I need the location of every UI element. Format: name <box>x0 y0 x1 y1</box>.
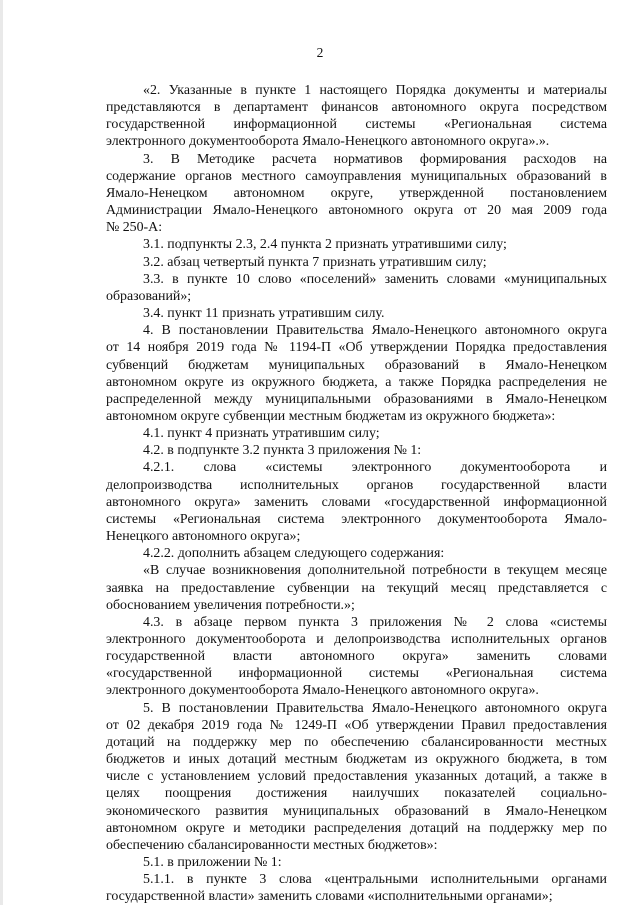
text-line: Ямало-Ненецком автономном округе, утвержденной постановлением <box>106 185 607 201</box>
paragraph <box>106 545 607 562</box>
text-line: 3.3. в пункте 10 слово «поселений» заменить словами «муниципальных <box>143 271 607 287</box>
text-line: 3.2. абзац четвертый пункта 7 признать утратившим силу; <box>143 254 487 270</box>
text-line: автономном округе и методики распределения дотаций на поддержку мер по <box>106 820 607 836</box>
paragraph <box>106 459 607 545</box>
text-line: системы «Региональная система электронного документооборота Ямало- <box>106 511 607 527</box>
text-line: 5.1.1. в пункте 3 слова «центральными исполнительными органами <box>143 872 607 888</box>
paragraph <box>106 854 607 871</box>
text-line: Администрации Ямало-Ненецкого автономного округа от 20 мая 2009 года <box>106 203 607 219</box>
text-line: Ненецкого автономного округа»; <box>106 529 301 545</box>
paragraph <box>106 614 607 700</box>
text-line: числе с установлением условий предоставления указанных дотаций, а также в <box>106 769 607 785</box>
document-body <box>106 82 607 906</box>
paragraph <box>106 151 607 237</box>
text-line: «2. Указанные в пункте 1 настоящего Порядка документы и материалы <box>143 83 607 98</box>
text-line: 4.2.2. дополнить абзацем следующего содержания: <box>143 546 445 562</box>
text-line: обоснованием увеличения потребности.»; <box>106 597 355 613</box>
text-line: 4.3. в абзаце первом пункта 3 приложения № 2 слова «системы <box>143 614 607 630</box>
paragraph <box>106 82 607 151</box>
text-line: 3.4. пункт 11 признать утратившим силу. <box>143 306 385 322</box>
text-line: от 14 ноября 2019 года № 1194-П «Об утверждении Порядка предоставления <box>106 340 607 356</box>
text-line: распределенной между муниципальными образованиями в Ямало-Ненецком <box>106 391 607 407</box>
text-line: 4.2.1. слова «системы электронного документооборота и <box>143 460 607 476</box>
text-line: образований»; <box>106 288 192 304</box>
text-line: электронного документооборота Ямало-Ненецкого автономного округа». <box>106 683 539 699</box>
text-line: электронного документооборота Ямало-Ненецкого автономного округа».». <box>106 134 550 150</box>
text-line: автономном округе субвенции местным бюджетам из окружного бюджета»: <box>106 408 556 424</box>
text-line: автономного округа» заменить словами «государственной информационной <box>106 494 607 510</box>
text-line: № 250-А: <box>106 220 163 236</box>
text-line: представляются в департамент финансов автономного округа посредством <box>106 100 607 116</box>
text-line: государственной информационной системы «Региональная система <box>106 117 607 133</box>
paragraph <box>106 236 607 253</box>
text-line: делопроизводства исполнительных органов государственной власти <box>106 477 607 493</box>
text-line: 3.1. подпункты 2.3, 2.4 пункта 2 признать утратившими силу; <box>143 237 507 253</box>
text-line: субвенций бюджетам муниципальных образований в Ямало-Ненецком <box>106 357 607 373</box>
paragraph <box>106 700 607 854</box>
page-edge-shadow <box>0 0 3 905</box>
text-line: бюджетов и иных дотаций местным бюджетам из окружного бюджета, в том <box>106 752 607 768</box>
text-line: экономического развития муниципальных образований в Ямало-Ненецком <box>106 803 607 819</box>
paragraph <box>106 305 607 322</box>
text-line: содержание органов местного самоуправления муниципальных образований в <box>106 168 607 184</box>
paragraph <box>106 442 607 459</box>
text-line: 4. В постановлении Правительства Ямало-Ненецкого автономного округа <box>143 323 607 339</box>
paragraph <box>106 871 607 905</box>
text-line: 4.1. пункт 4 признать утратившим силу; <box>143 426 380 442</box>
text-line: электронного документооборота и делопроизводства исполнительных органов <box>106 632 607 647</box>
page-number: 2 <box>316 45 324 60</box>
text-line: 4.2. в подпункте 3.2 пункта 3 приложения № 1: <box>143 443 422 459</box>
text-line: обеспечению сбалансированности местных бюджетов»: <box>106 837 438 853</box>
text-line: целях поощрения достижения наилучших показателей социально- <box>106 786 607 802</box>
text-line: 3. В Методике расчета нормативов формирования расходов на <box>143 151 607 167</box>
text-line: государственной власти автономного округа» заменить словами <box>106 649 607 665</box>
text-line: дотаций на поддержку мер по обеспечению сбалансированности местных <box>106 734 607 750</box>
paragraph <box>106 425 607 442</box>
text-line: автономном округе из окружного бюджета, а также Порядка распределения не <box>106 374 607 390</box>
paragraph <box>106 322 607 425</box>
paragraph <box>106 254 607 271</box>
paragraph <box>106 271 607 305</box>
text-line: «государственной информационной системы «Региональная система <box>106 666 607 682</box>
text-line: 5. В постановлении Правительства Ямало-Ненецкого автономного округа <box>143 700 607 716</box>
text-line: «В случае возникновения дополнительной потребности в текущем месяце <box>143 563 607 579</box>
paragraph <box>106 562 607 613</box>
text-line: от 02 декабря 2019 года № 1249-П «Об утверждении Правил предоставления <box>106 717 607 733</box>
text-line: государственной власти» заменить словами «исполнительными органами»; <box>106 889 553 905</box>
text-line: заявка на предоставление субвенции на текущий месяц представляется с <box>106 580 607 596</box>
text-line: 5.1. в приложении № 1: <box>143 855 282 871</box>
